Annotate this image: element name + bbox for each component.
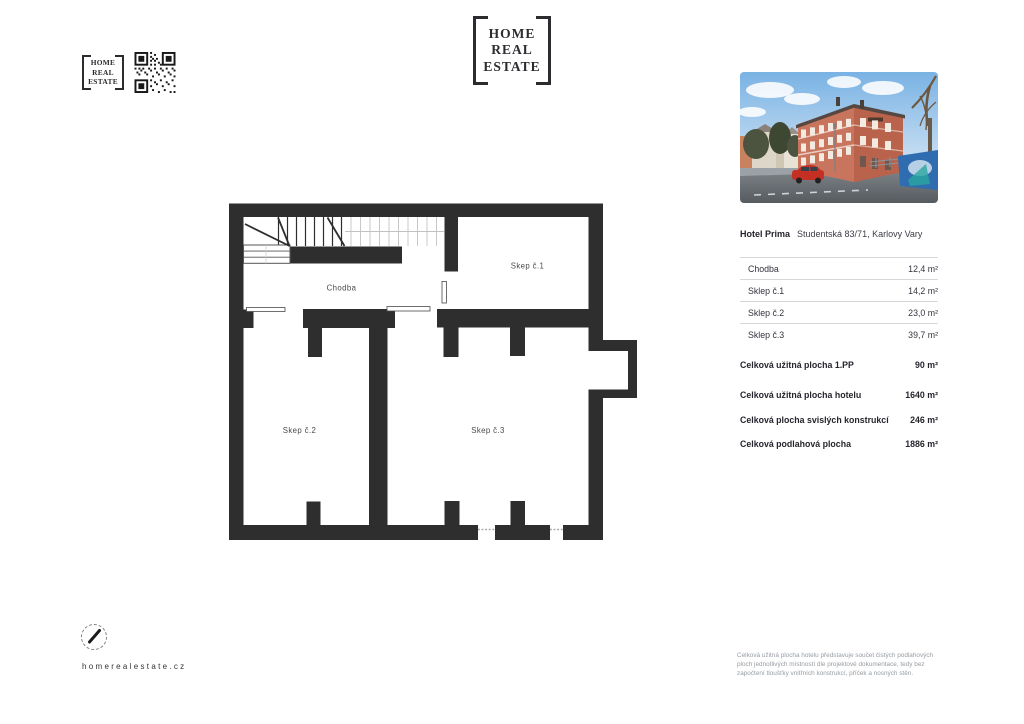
compass-icon [81, 624, 107, 650]
table-row [740, 301, 938, 323]
room-label-skep1: Skep č.1 [510, 261, 545, 271]
room-area: 23,0 m² [908, 307, 938, 318]
logo-line: REAL [491, 42, 533, 58]
room-label: Sklep č.3 [748, 329, 785, 340]
total-row [740, 415, 938, 425]
total-value: 1886 m² [905, 439, 938, 449]
room-label: Sklep č.1 [748, 285, 785, 296]
table-row [740, 257, 938, 279]
total-label: Celková plocha svislých konstrukcí [740, 415, 889, 425]
total-value: 90 m² [915, 360, 938, 370]
property-header [740, 229, 940, 239]
room-area: 14,2 m² [908, 285, 938, 296]
website-link[interactable]: homerealestate.cz [82, 662, 187, 671]
total-row [740, 390, 938, 400]
room-area: 39,7 m² [908, 329, 938, 340]
property-address: Studentská 83/71, Karlovy Vary [797, 229, 923, 239]
total-row [740, 360, 938, 370]
logo-line: ESTATE [88, 77, 118, 87]
small-logo [82, 55, 124, 90]
room-area: 12,4 m² [908, 263, 938, 274]
room-label: Chodba [748, 263, 779, 274]
main-logo [473, 16, 551, 85]
room-label: Sklep č.2 [748, 307, 785, 318]
property-photo [740, 72, 938, 203]
total-label: Celková užitná plocha hotelu [740, 390, 862, 400]
floor-plan [222, 197, 642, 547]
room-label-chodba: Chodba [326, 283, 357, 293]
room-label-skep3: Skep č.3 [471, 426, 505, 435]
room-table [740, 257, 938, 345]
logo-line: HOME [488, 26, 536, 42]
table-row [740, 323, 938, 345]
property-name: Hotel Prima [740, 229, 791, 239]
room-label-skep2: Skep č.2 [282, 426, 317, 435]
total-row [740, 439, 938, 449]
total-value: 246 m² [910, 415, 938, 425]
logo-line: REAL [92, 67, 114, 77]
logo-line: HOME [90, 58, 116, 68]
billboard [898, 150, 938, 190]
total-label: Celková užitná plocha 1.PP [740, 360, 854, 370]
logo-line: ESTATE [483, 58, 541, 74]
qr-code [134, 52, 176, 93]
total-value: 1640 m² [905, 390, 938, 400]
footnote-text: Celková užitná plocha hotelu představuje součet čistých podlahových ploch jednotlivých místností dle projektové dokumentace, tedy bez započtení tloušťky vnitřních konstrukcí, příček a nosných stěn. [737, 652, 934, 678]
total-label: Celková podlahová plocha [740, 439, 851, 449]
table-row [740, 279, 938, 301]
